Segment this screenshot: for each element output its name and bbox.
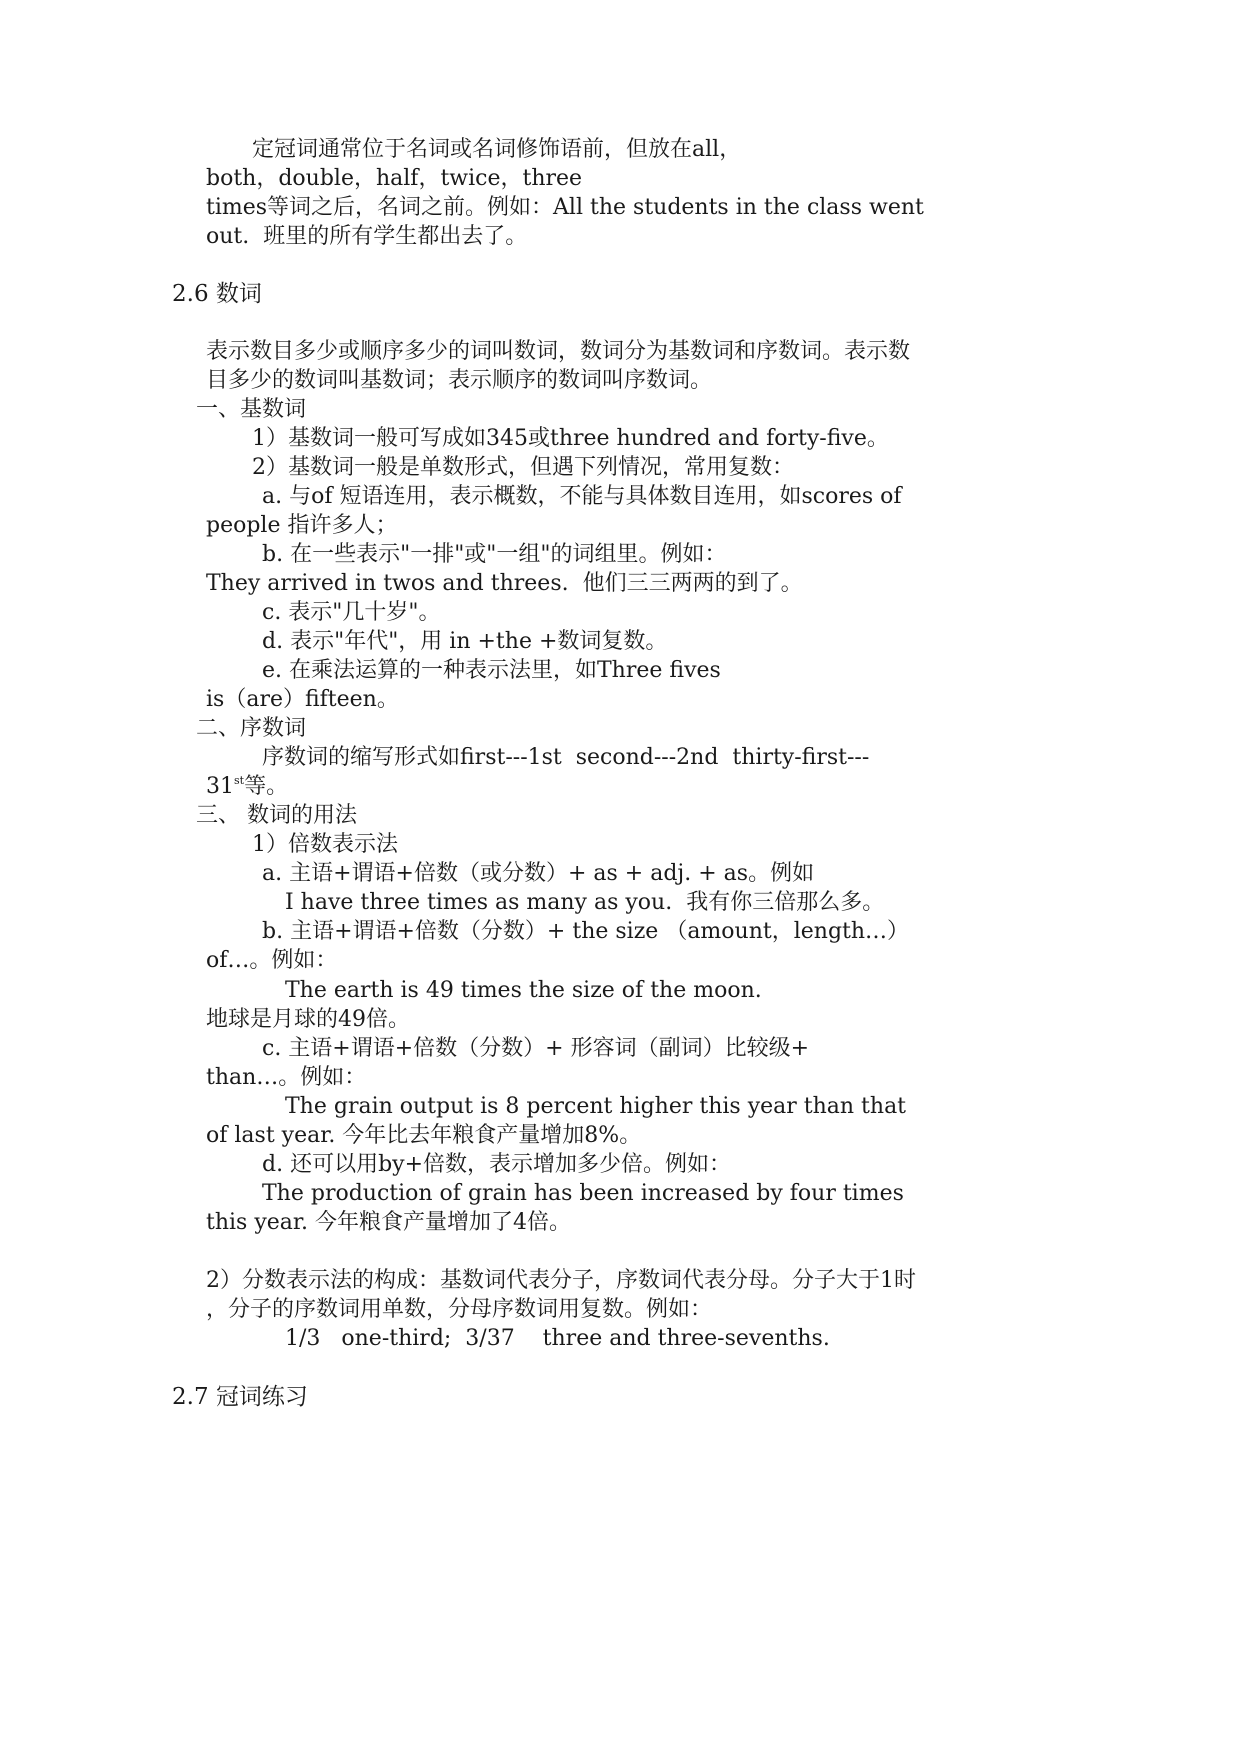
list-item: 1）基数词一般可写成如345或three hundred and forty-five。 <box>252 426 889 451</box>
section-heading-2-6: 2.6 数词 <box>172 281 262 307</box>
subsection-title-ordinal: 二、序数词 <box>196 716 307 741</box>
example-line: The earth is 49 times the size of the moon. <box>285 978 762 1003</box>
fraction-rule-line: 2）分数表示法的构成：基数词代表分子，序数词代表分母。分子大于1时 <box>206 1268 916 1293</box>
paragraph-line: out. 班里的所有学生都出去了。 <box>206 224 528 249</box>
list-item: d. 还可以用by+倍数，表示增加多少倍。例如： <box>262 1152 732 1177</box>
example-line: The production of grain has been increased by four times <box>262 1181 904 1206</box>
paragraph-line: times等词之后，名词之前。例如：All the students in the class went <box>206 195 924 220</box>
ordinal-line: 序数词的缩写形式如first---1st second---2nd thirty-first--- <box>262 745 870 770</box>
example-line: of last year. 今年比去年粮食产量增加8%。 <box>206 1123 642 1148</box>
example-line: The grain output is 8 percent higher this year than that <box>285 1094 907 1119</box>
list-item: than…。例如： <box>206 1065 367 1090</box>
list-item: is（are）fifteen。 <box>206 687 399 712</box>
intro-line: 表示数目多少或顺序多少的词叫数词，数词分为基数词和序数词。表示数 <box>206 339 911 364</box>
list-item: a. 与of 短语连用，表示概数，不能与具体数目连用，如scores of <box>262 484 902 509</box>
paragraph-line: both，double，half，twice，three <box>206 166 583 191</box>
fraction-rule-line: ，分子的序数词用单数，分母序数词用复数。例如： <box>206 1297 713 1322</box>
list-item: 1）倍数表示法 <box>252 832 398 857</box>
paragraph-line: 定冠词通常位于名词或名词修饰语前，但放在all， <box>252 137 742 162</box>
fraction-example-line: 1/3 one-third; 3/37 three and three-sevenths. <box>285 1326 830 1351</box>
list-item: e. 在乘法运算的一种表示法里，如Three fives <box>262 658 721 683</box>
list-item: c. 主语+谓语+倍数（分数）+ 形容词（副词）比较级+ <box>262 1036 810 1061</box>
ordinal-line <box>206 773 288 801</box>
example-line: 地球是月球的49倍。 <box>206 1007 410 1032</box>
list-item: 2）基数词一般是单数形式，但遇下列情况，常用复数： <box>252 455 794 480</box>
example-line: They arrived in twos and threes. 他们三三两两的到了。 <box>206 571 803 596</box>
list-item: c. 表示"几十岁"。 <box>262 600 441 625</box>
list-item: of…。例如： <box>206 948 338 973</box>
ordinal-tail: 等。 <box>244 774 289 799</box>
intro-line: 目多少的数词叫基数词；表示顺序的数词叫序数词。 <box>206 368 713 393</box>
list-item: b. 主语+谓语+倍数（分数）+ the size （amount，length…） <box>262 919 910 944</box>
list-item: b. 在一些表示"一排"或"一组"的词组里。例如： <box>262 542 727 567</box>
example-line: I have three times as many as you. 我有你三倍那么多。 <box>285 890 885 915</box>
list-item: people 指许多人； <box>206 513 398 538</box>
ordinal-number: 31 <box>206 774 234 799</box>
subsection-title-usage: 三、 数词的用法 <box>196 803 357 828</box>
ordinal-suffix: st <box>234 774 245 787</box>
subsection-title-cardinal: 一、基数词 <box>196 397 307 422</box>
list-item: a. 主语+谓语+倍数（或分数）+ as + adj. + as。例如 <box>262 861 815 886</box>
example-line: this year. 今年粮食产量增加了4倍。 <box>206 1210 571 1235</box>
section-heading-2-7: 2.7 冠词练习 <box>172 1384 308 1410</box>
list-item: d. 表示"年代"，用 in +the +数词复数。 <box>262 629 668 654</box>
